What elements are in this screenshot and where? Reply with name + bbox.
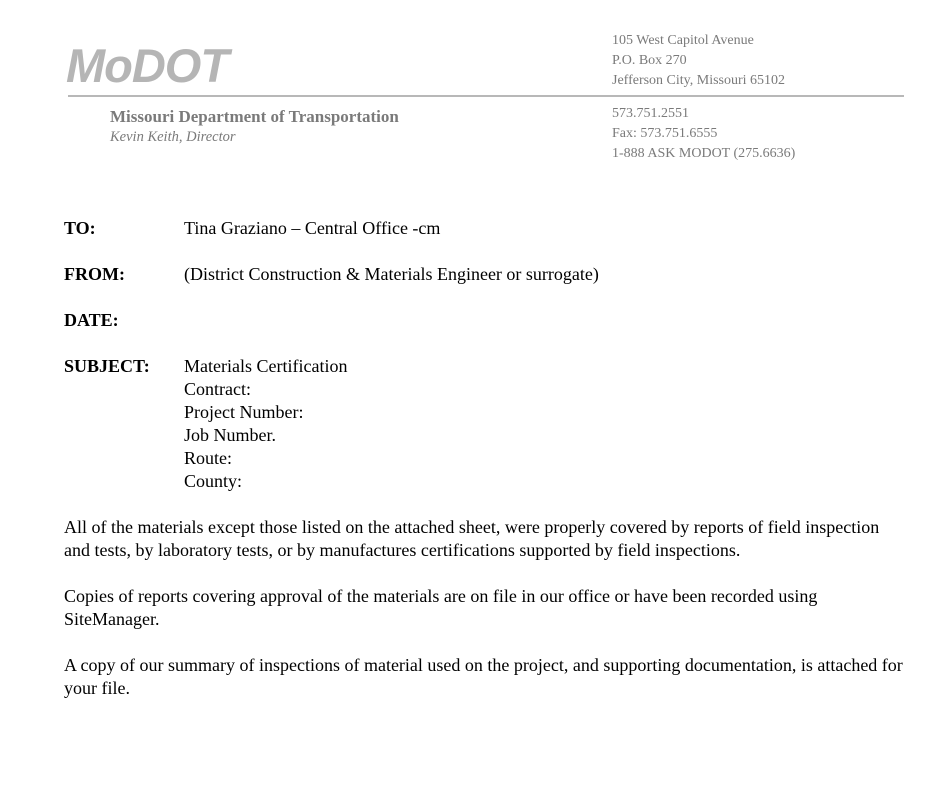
modot-logo: MoDOT bbox=[66, 39, 229, 92]
body-paragraph-3: A copy of our summary of inspections of material used on the project, and supporting documentation, is attached for your file. bbox=[64, 655, 903, 698]
address-line: 105 West Capitol Avenue bbox=[612, 33, 754, 48]
department-name: Missouri Department of Transportation bbox=[110, 107, 399, 126]
subject-line: Project Number: bbox=[184, 402, 304, 422]
director-name: Kevin Keith, Director bbox=[110, 129, 236, 145]
phone-line: 573.751.2551 bbox=[612, 106, 689, 121]
address-block bbox=[612, 31, 785, 91]
body-paragraph-1: All of the materials except those listed on the attached sheet, were properly covered by reports of field inspection and tests, by laboratory tests, or by manufactures certifications supported by field inspections. bbox=[64, 517, 880, 560]
subject-line: Materials Certification bbox=[184, 356, 348, 376]
subject-label: SUBJECT: bbox=[64, 356, 150, 376]
subject-line: Contract: bbox=[184, 379, 251, 399]
from-value: (District Construction & Materials Engineer or surrogate) bbox=[184, 264, 599, 284]
to-value: Tina Graziano – Central Office -cm bbox=[184, 218, 441, 238]
tollfree-line: 1-888 ASK MODOT (275.6636) bbox=[612, 146, 796, 161]
body-paragraph-2: Copies of reports covering approval of the materials are on file in our office or have been recorded using SiteManager. bbox=[64, 586, 818, 629]
address-line: P.O. Box 270 bbox=[612, 53, 687, 68]
subject-line: County: bbox=[184, 471, 243, 491]
header-divider bbox=[68, 95, 904, 97]
to-label: TO: bbox=[64, 218, 96, 238]
subject-line: Route: bbox=[184, 448, 232, 468]
contact-block bbox=[612, 104, 795, 164]
date-label: DATE: bbox=[64, 310, 119, 330]
address-line: Jefferson City, Missouri 65102 bbox=[612, 73, 786, 88]
subject-line: Job Number. bbox=[184, 425, 276, 445]
fax-line: Fax: 573.751.6555 bbox=[612, 126, 718, 141]
subject-lines bbox=[184, 355, 347, 493]
from-label: FROM: bbox=[64, 264, 125, 284]
